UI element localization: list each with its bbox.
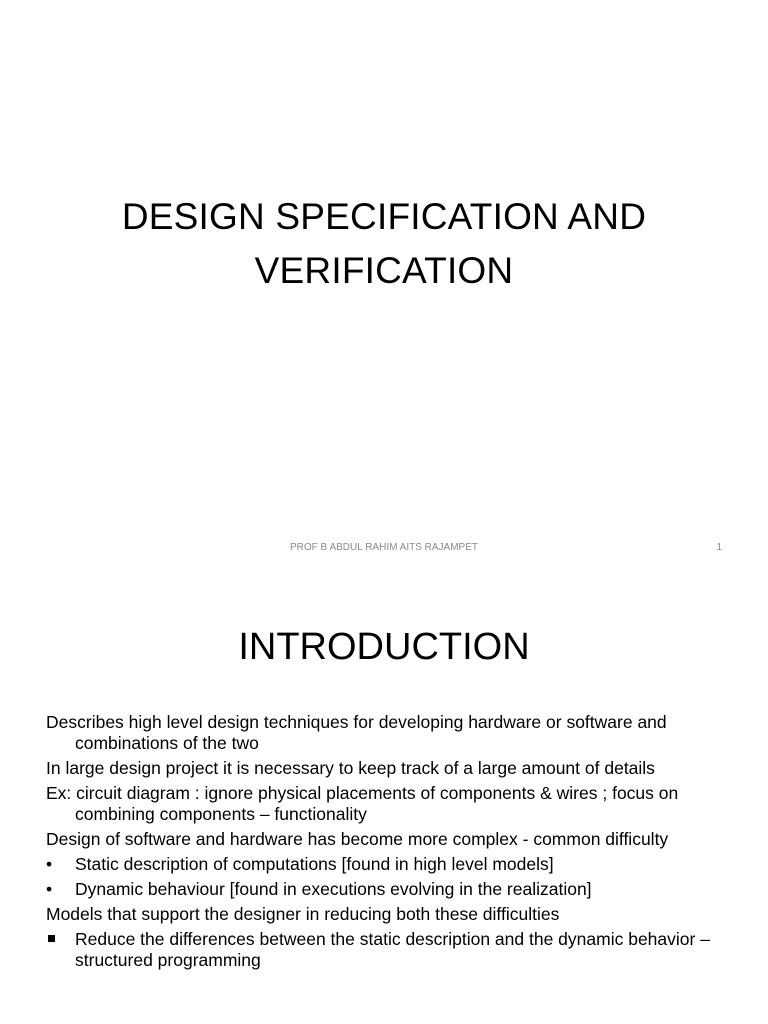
introduction-slide [0, 576, 768, 1024]
bullet-marker: • [46, 879, 53, 899]
list-item-text: Ex: circuit diagram : ignore physical placements of components & wires ; focus on combining components – functionality [46, 783, 679, 824]
list-item [46, 712, 746, 754]
list-item-text: Design of software and hardware has become more complex - common difficulty [46, 829, 669, 849]
list-item-text: In large design project it is necessary to keep track of a large amount of details [46, 758, 655, 778]
bullet-item [46, 854, 746, 875]
list-item-text: Dynamic behaviour [found in executions evolving in the realization] [75, 879, 592, 899]
slide-title-line-2: VERIFICATION [254, 250, 514, 291]
list-item-text: Models that support the designer in reducing both these difficulties [46, 904, 560, 924]
list-item [46, 904, 746, 925]
page-number: 1 [716, 542, 722, 553]
bullet-marker: • [46, 854, 53, 874]
square-bullet-item [46, 929, 746, 971]
slide-title-line-1: DESIGN SPECIFICATION AND [121, 196, 647, 237]
list-item-text: Describes high level design techniques for developing hardware or software and combinations of the two [46, 712, 667, 753]
slide-title [0, 190, 768, 298]
slide-heading: INTRODUCTION [238, 626, 530, 668]
slide-footer: PROF B ABDUL RAHIM AITS RAJAMPET [290, 542, 478, 553]
list-item [46, 829, 746, 850]
list-item-text: Reduce the differences between the static description and the dynamic behavior – structured programming [75, 929, 710, 970]
list-item-text: Static description of computations [found in high level models] [75, 854, 554, 874]
list-item [46, 758, 746, 779]
square-bullet-icon [48, 935, 55, 942]
content-list [46, 712, 746, 975]
list-item [46, 783, 746, 825]
bullet-item [46, 879, 746, 900]
